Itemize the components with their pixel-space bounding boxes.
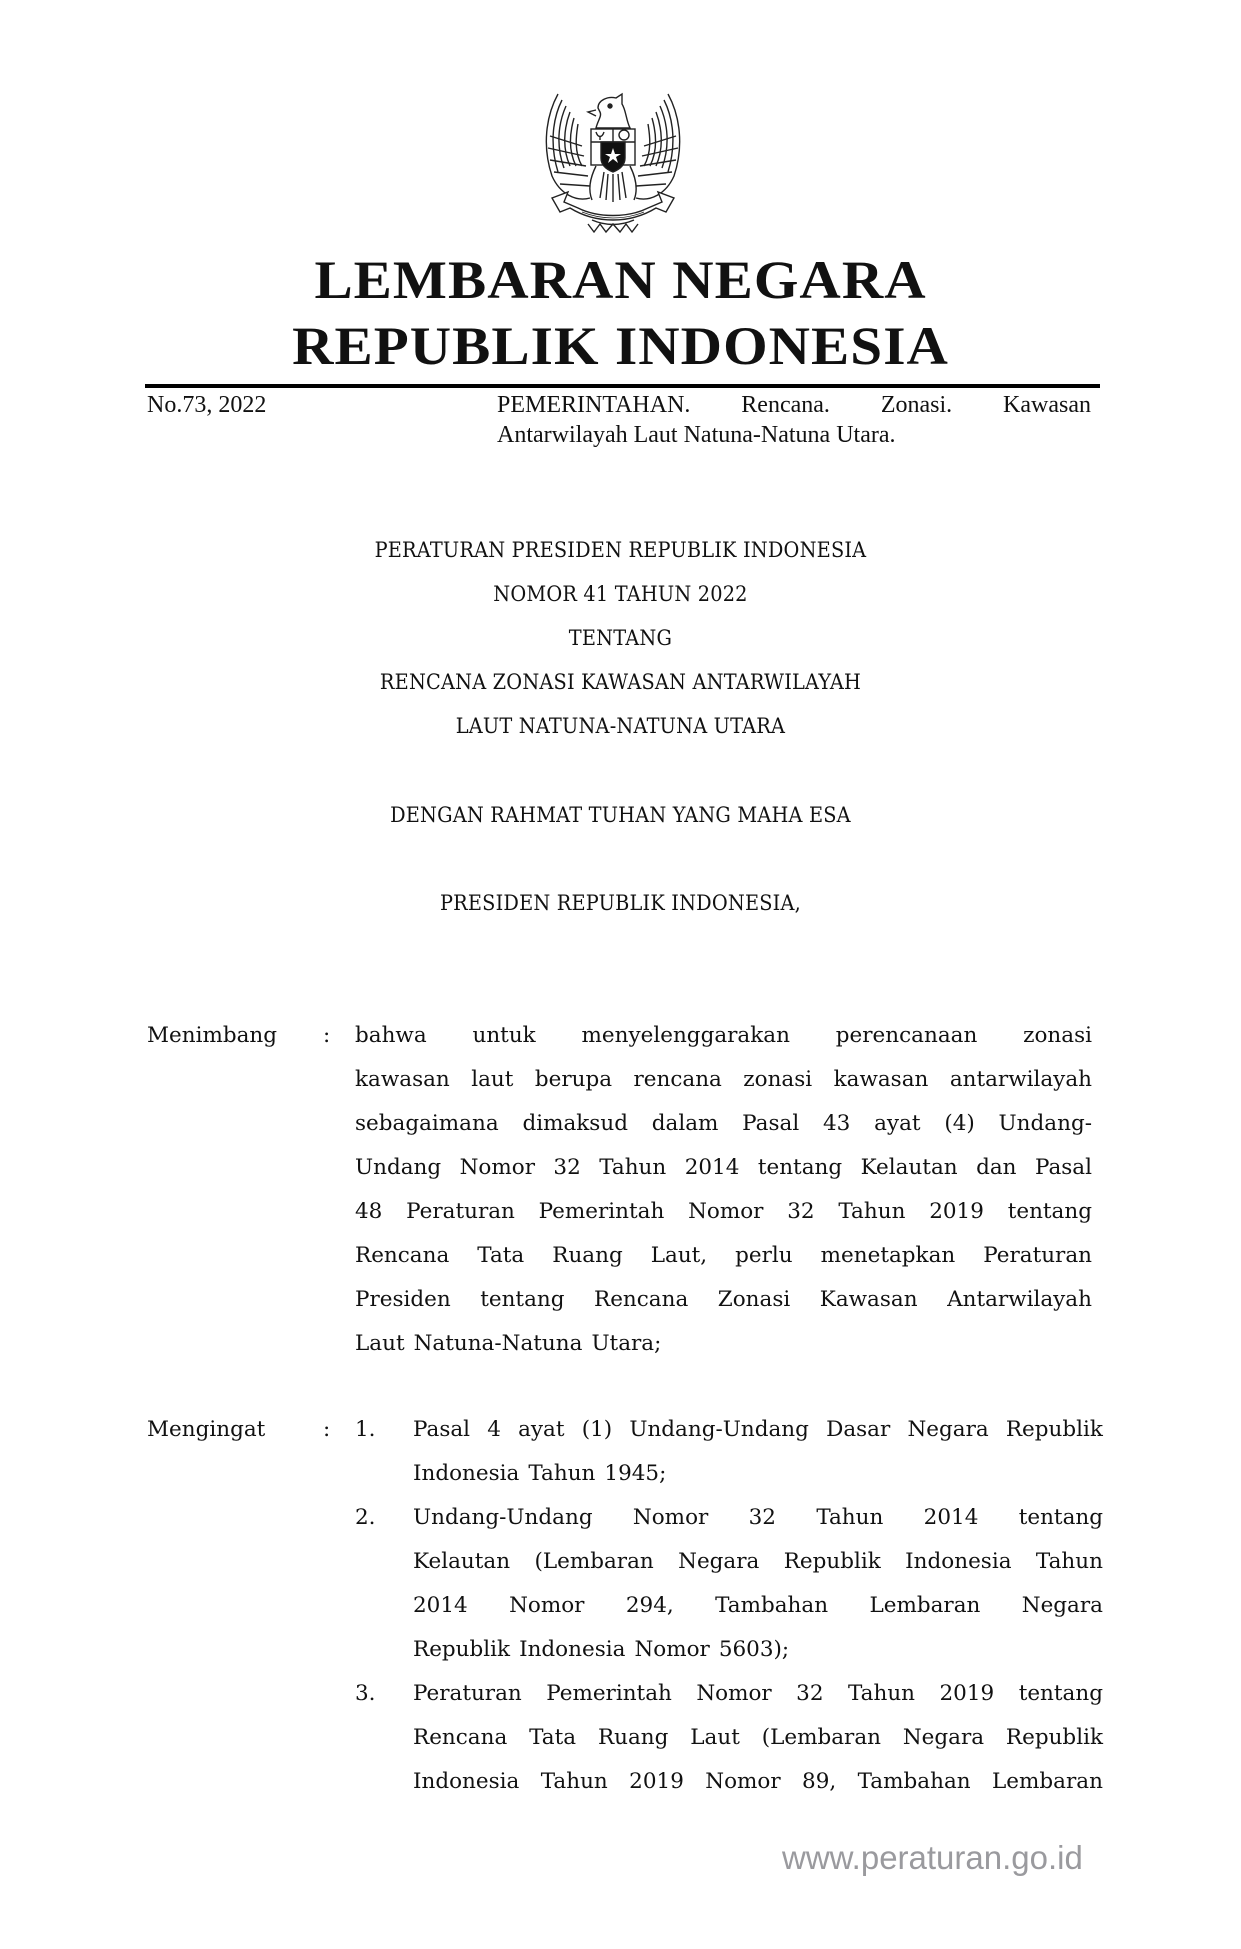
word: Tahun [540, 1769, 608, 1794]
regulation-title-line1: RENCANA ZONASI KAWASAN ANTARWILAYAH [379, 670, 861, 694]
word: menyelenggarakan [581, 1023, 790, 1048]
word: 4 [487, 1417, 501, 1442]
mengingat-item-3 [413, 1672, 1103, 1804]
mengingat-colon: : [323, 1417, 331, 1442]
issuer: PRESIDEN REPUBLIK INDONESIA, [439, 891, 801, 915]
word: Laut [355, 1331, 405, 1356]
word: (1) [581, 1417, 613, 1442]
menimbang-line [355, 1278, 1092, 1322]
word: tentang [1018, 1681, 1103, 1706]
left-wing [546, 94, 590, 199]
word: Nomor [696, 1681, 772, 1706]
word: Pemerintah [546, 1681, 672, 1706]
word: 32 [796, 1681, 824, 1706]
word: kawasan [355, 1067, 450, 1092]
word: 2019 [939, 1681, 995, 1706]
subject-word: PEMERINTAHAN. [497, 392, 691, 418]
subject-word: Zonasi. [880, 392, 953, 418]
word: Negara [902, 1725, 985, 1750]
word: perencanaan [835, 1023, 978, 1048]
word: Peraturan [413, 1681, 522, 1706]
word: Nomor [459, 1155, 535, 1180]
word: Indonesia [905, 1549, 1012, 1574]
word: Laut, [650, 1243, 708, 1268]
word: Tahun [838, 1199, 906, 1224]
word: Antarwilayah [947, 1287, 1092, 1312]
word: Nomor [688, 1199, 764, 1224]
word: Republik [783, 1549, 881, 1574]
word: (Lembaran [534, 1549, 654, 1574]
word: 1945; [604, 1461, 667, 1486]
word: 2019 [629, 1769, 684, 1794]
word: Utara; [591, 1331, 662, 1356]
menimbang-line [355, 1322, 1092, 1366]
word: Nomor [634, 1637, 710, 1662]
word: Tahun [816, 1505, 884, 1530]
word: 2014 [684, 1155, 740, 1180]
word: berupa [534, 1067, 613, 1092]
word: Lembaran [869, 1593, 981, 1618]
word: 43 [822, 1111, 851, 1136]
word: tentang [757, 1155, 843, 1180]
menimbang-line [355, 1102, 1092, 1146]
menimbang-body [355, 1014, 1092, 1366]
word: Rencana [413, 1725, 508, 1750]
invocation: DENGAN RAHMAT TUHAN YANG MAHA ESA [390, 803, 851, 827]
word: ayat [874, 1111, 921, 1136]
word: 32 [787, 1199, 815, 1224]
source-watermark: www.peraturan.go.id [782, 1839, 1083, 1876]
word: Tambahan [857, 1769, 971, 1794]
menimbang-line [355, 1190, 1092, 1234]
word: untuk [472, 1023, 536, 1048]
word: Tahun [1035, 1549, 1103, 1574]
word: Indonesia [519, 1637, 626, 1662]
word: Pemerintah [538, 1199, 665, 1224]
word: 294, [625, 1593, 674, 1618]
word: 2014 [413, 1593, 468, 1618]
word: tentang [480, 1287, 565, 1312]
word: dimaksud [522, 1111, 628, 1136]
mengingat-line [413, 1540, 1103, 1584]
gazette-title-line2: REPUBLIK INDONESIA [292, 316, 949, 376]
mengingat-item-2 [413, 1496, 1103, 1672]
word: Kelautan [860, 1155, 958, 1180]
word: (4) [944, 1111, 975, 1136]
mengingat-label: Mengingat [147, 1417, 266, 1442]
word: Tahun [528, 1461, 596, 1486]
word: tentang [1018, 1505, 1103, 1530]
regulation-title-line2: LAUT NATUNA-NATUNA UTARA [455, 714, 786, 738]
word: zonasi [1023, 1023, 1092, 1048]
mengingat-item-1-number: 1. [355, 1417, 376, 1442]
word: Republik [413, 1637, 511, 1662]
word: antarwilayah [949, 1067, 1092, 1092]
subject-word: Rencana. [741, 392, 830, 418]
word: perlu [735, 1243, 793, 1268]
mengingat-item-1 [413, 1408, 1103, 1496]
word: Pasal [1034, 1155, 1092, 1180]
regulation-number: NOMOR 41 TAHUN 2022 [493, 582, 748, 606]
word: Kelautan [413, 1549, 511, 1574]
word: Indonesia [413, 1769, 520, 1794]
word: dan [976, 1155, 1017, 1180]
mengingat-line [413, 1716, 1103, 1760]
word: Tata [529, 1725, 577, 1750]
word: Republik [1005, 1725, 1103, 1750]
word: sebagaimana [355, 1111, 499, 1136]
word: 48 [355, 1199, 383, 1224]
gazette-subject-line2: Antarwilayah Laut Natuna-Natuna Utara. [497, 422, 896, 448]
word: Tata [477, 1243, 525, 1268]
word: dalam [651, 1111, 719, 1136]
word: Lembaran [992, 1769, 1103, 1794]
mengingat-item-2-number: 2. [355, 1505, 376, 1530]
word: Presiden [355, 1287, 451, 1312]
word: Undang- [998, 1111, 1092, 1136]
word: Nomor [509, 1593, 585, 1618]
menimbang-line [355, 1058, 1092, 1102]
word: Rencana [355, 1243, 450, 1268]
word: Pasal [413, 1417, 471, 1442]
word: Indonesia [413, 1461, 520, 1486]
word: Zonasi [717, 1287, 791, 1312]
menimbang-colon: : [323, 1023, 331, 1048]
word: Republik [1005, 1417, 1103, 1442]
word: zonasi [743, 1067, 813, 1092]
word: 5603); [718, 1637, 790, 1662]
mengingat-line [413, 1408, 1103, 1452]
mengingat-line [413, 1496, 1103, 1540]
gazette-subject-line1 [497, 390, 1091, 420]
word: 2014 [923, 1505, 979, 1530]
word: Undang-Undang [413, 1505, 593, 1530]
word: tentang [1007, 1199, 1092, 1224]
word: 89, [802, 1769, 837, 1794]
word: Laut [690, 1725, 740, 1750]
gazette-title-line1: LEMBARAN NEGARA [314, 250, 927, 310]
mengingat-line [413, 1628, 1103, 1672]
word: Ruang [597, 1725, 669, 1750]
word: Tahun [599, 1155, 667, 1180]
word: Nomor [705, 1769, 781, 1794]
gazette-subject [497, 390, 1091, 450]
word: Undang [355, 1155, 442, 1180]
gazette-number: No.73, 2022 [147, 392, 267, 418]
word: Peraturan [983, 1243, 1092, 1268]
word: Negara [907, 1417, 989, 1442]
regulation-about-label: TENTANG [568, 626, 673, 650]
word: Undang-Undang [629, 1417, 809, 1442]
mengingat-line [413, 1452, 1103, 1496]
word: Tambahan [715, 1593, 829, 1618]
mengingat-line [413, 1672, 1103, 1716]
word: laut [471, 1067, 514, 1092]
regulation-type: PERATURAN PRESIDEN REPUBLIK INDONESIA [374, 538, 867, 562]
word: 32 [553, 1155, 581, 1180]
word: Negara [1021, 1593, 1103, 1618]
word: 32 [748, 1505, 776, 1530]
word: Pasal [742, 1111, 800, 1136]
subject-word: Kawasan [1003, 392, 1091, 418]
word: bahwa [355, 1023, 427, 1048]
word: Rencana [594, 1287, 689, 1312]
word: ayat [518, 1417, 565, 1442]
word: Nomor [632, 1505, 709, 1530]
mengingat-item-3-number: 3. [355, 1681, 376, 1706]
word: Ruang [552, 1243, 623, 1268]
word: Tahun [848, 1681, 916, 1706]
word: menetapkan [820, 1243, 956, 1268]
word: rencana [633, 1067, 722, 1092]
mengingat-line [413, 1584, 1103, 1628]
word: Kawasan [819, 1287, 918, 1312]
word: Dasar [826, 1417, 891, 1442]
menimbang-line [355, 1146, 1092, 1190]
word: Peraturan [406, 1199, 515, 1224]
word: (Lembaran [761, 1725, 881, 1750]
word: Natuna-Natuna [413, 1331, 583, 1356]
word: Negara [678, 1549, 760, 1574]
menimbang-label: Menimbang [147, 1023, 278, 1048]
word: kawasan [833, 1067, 929, 1092]
garuda-pancasila-emblem-icon [538, 86, 688, 244]
header-divider [145, 384, 1100, 388]
mengingat-line [413, 1760, 1103, 1804]
menimbang-line [355, 1234, 1092, 1278]
word: 2019 [929, 1199, 984, 1224]
menimbang-line [355, 1014, 1092, 1058]
